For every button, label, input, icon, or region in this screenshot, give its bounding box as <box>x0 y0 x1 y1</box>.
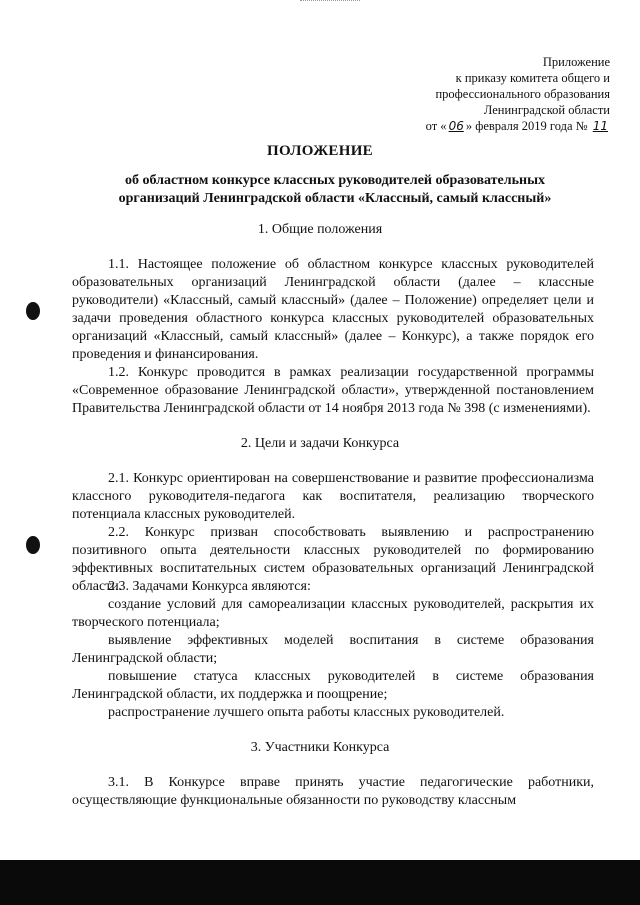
document-title: ПОЛОЖЕНИЕ <box>267 143 373 159</box>
appendix-order-line: к приказу комитета общего и <box>455 71 610 85</box>
scan-bottom-edge <box>0 860 640 905</box>
paragraph-2-2: 2.2. Конкурс призван способствовать выявлению и распространению позитивного опыта деятельности классных руководителей по формированию эффективных воспитательных систем образовательных организаций Ленинградской области. <box>72 525 594 594</box>
list-item: повышение статуса классных руководителей в системе образования Ленинградской области, их поддержка и поощрение; <box>72 669 594 702</box>
punch-hole <box>26 536 40 554</box>
appendix-date-line <box>310 118 610 134</box>
appendix-block <box>310 54 610 134</box>
handwritten-day: 06 <box>448 119 464 133</box>
list-item: создание условий для самореализации классных руководителей, раскрытия их творческого потенциала; <box>72 597 594 630</box>
paragraph-1-1: 1.1. Настоящее положение об областном конкурсе классных руководителей образовательных организаций Ленинградской области (далее – классные руководители) «Классный, самый классный» (далее – Положение) определяет цели и задачи проведения областного конкурса классных руководителей образовательных организаций «Классный, самый классный» (далее – Конкурс), а также порядок его проведения и финансирования. <box>72 257 594 362</box>
document-subtitle <box>80 172 590 208</box>
list-item: распространение лучшего опыта работы классных руководителей. <box>108 705 505 720</box>
handwritten-number: 11 <box>592 119 608 133</box>
date-prefix: от « <box>425 119 447 133</box>
section-2-heading: 2. Цели и задачи Конкурса <box>240 436 400 451</box>
punch-hole <box>26 302 40 320</box>
section-1-heading: 1. Общие положения <box>257 222 383 237</box>
date-middle: » февраля 2019 года № <box>465 119 588 133</box>
paragraph-2-1: 2.1. Конкурс ориентирован на совершенствование и развитие профессионализма классного руководителя-педагога как воспитателя, реализацию творческого потенциала классных руководителей. <box>72 471 594 522</box>
appendix-title: Приложение <box>542 55 610 69</box>
appendix-region-line: Ленинградской области <box>483 103 610 117</box>
section-3-heading: 3. Участники Конкурса <box>250 740 390 755</box>
scan-artifact <box>300 0 360 4</box>
paragraph-1-2: 1.2. Конкурс проводится в рамках реализации государственной программы «Современное образование Ленинградской области», утвержденной постановлением Правительства Ленинградской области от 14 ноября 2013 года № 398 (с изменениями). <box>72 365 594 416</box>
appendix-committee-line: профессионального образования <box>435 87 610 101</box>
paragraph-2-3: 2.3. Задачами Конкурса являются: <box>108 579 311 594</box>
paragraph-3-1: 3.1. В Конкурсе вправе принять участие педагогические работники, осуществляющие функциональные обязанности по руководству классным <box>72 775 594 808</box>
list-item: выявление эффективных моделей воспитания в системе образования Ленинградской области; <box>72 633 594 666</box>
subtitle-line-2: организаций Ленинградской области «Классный, самый классный» <box>118 191 552 206</box>
subtitle-line-1: об областном конкурсе классных руководителей образовательных <box>124 173 546 188</box>
